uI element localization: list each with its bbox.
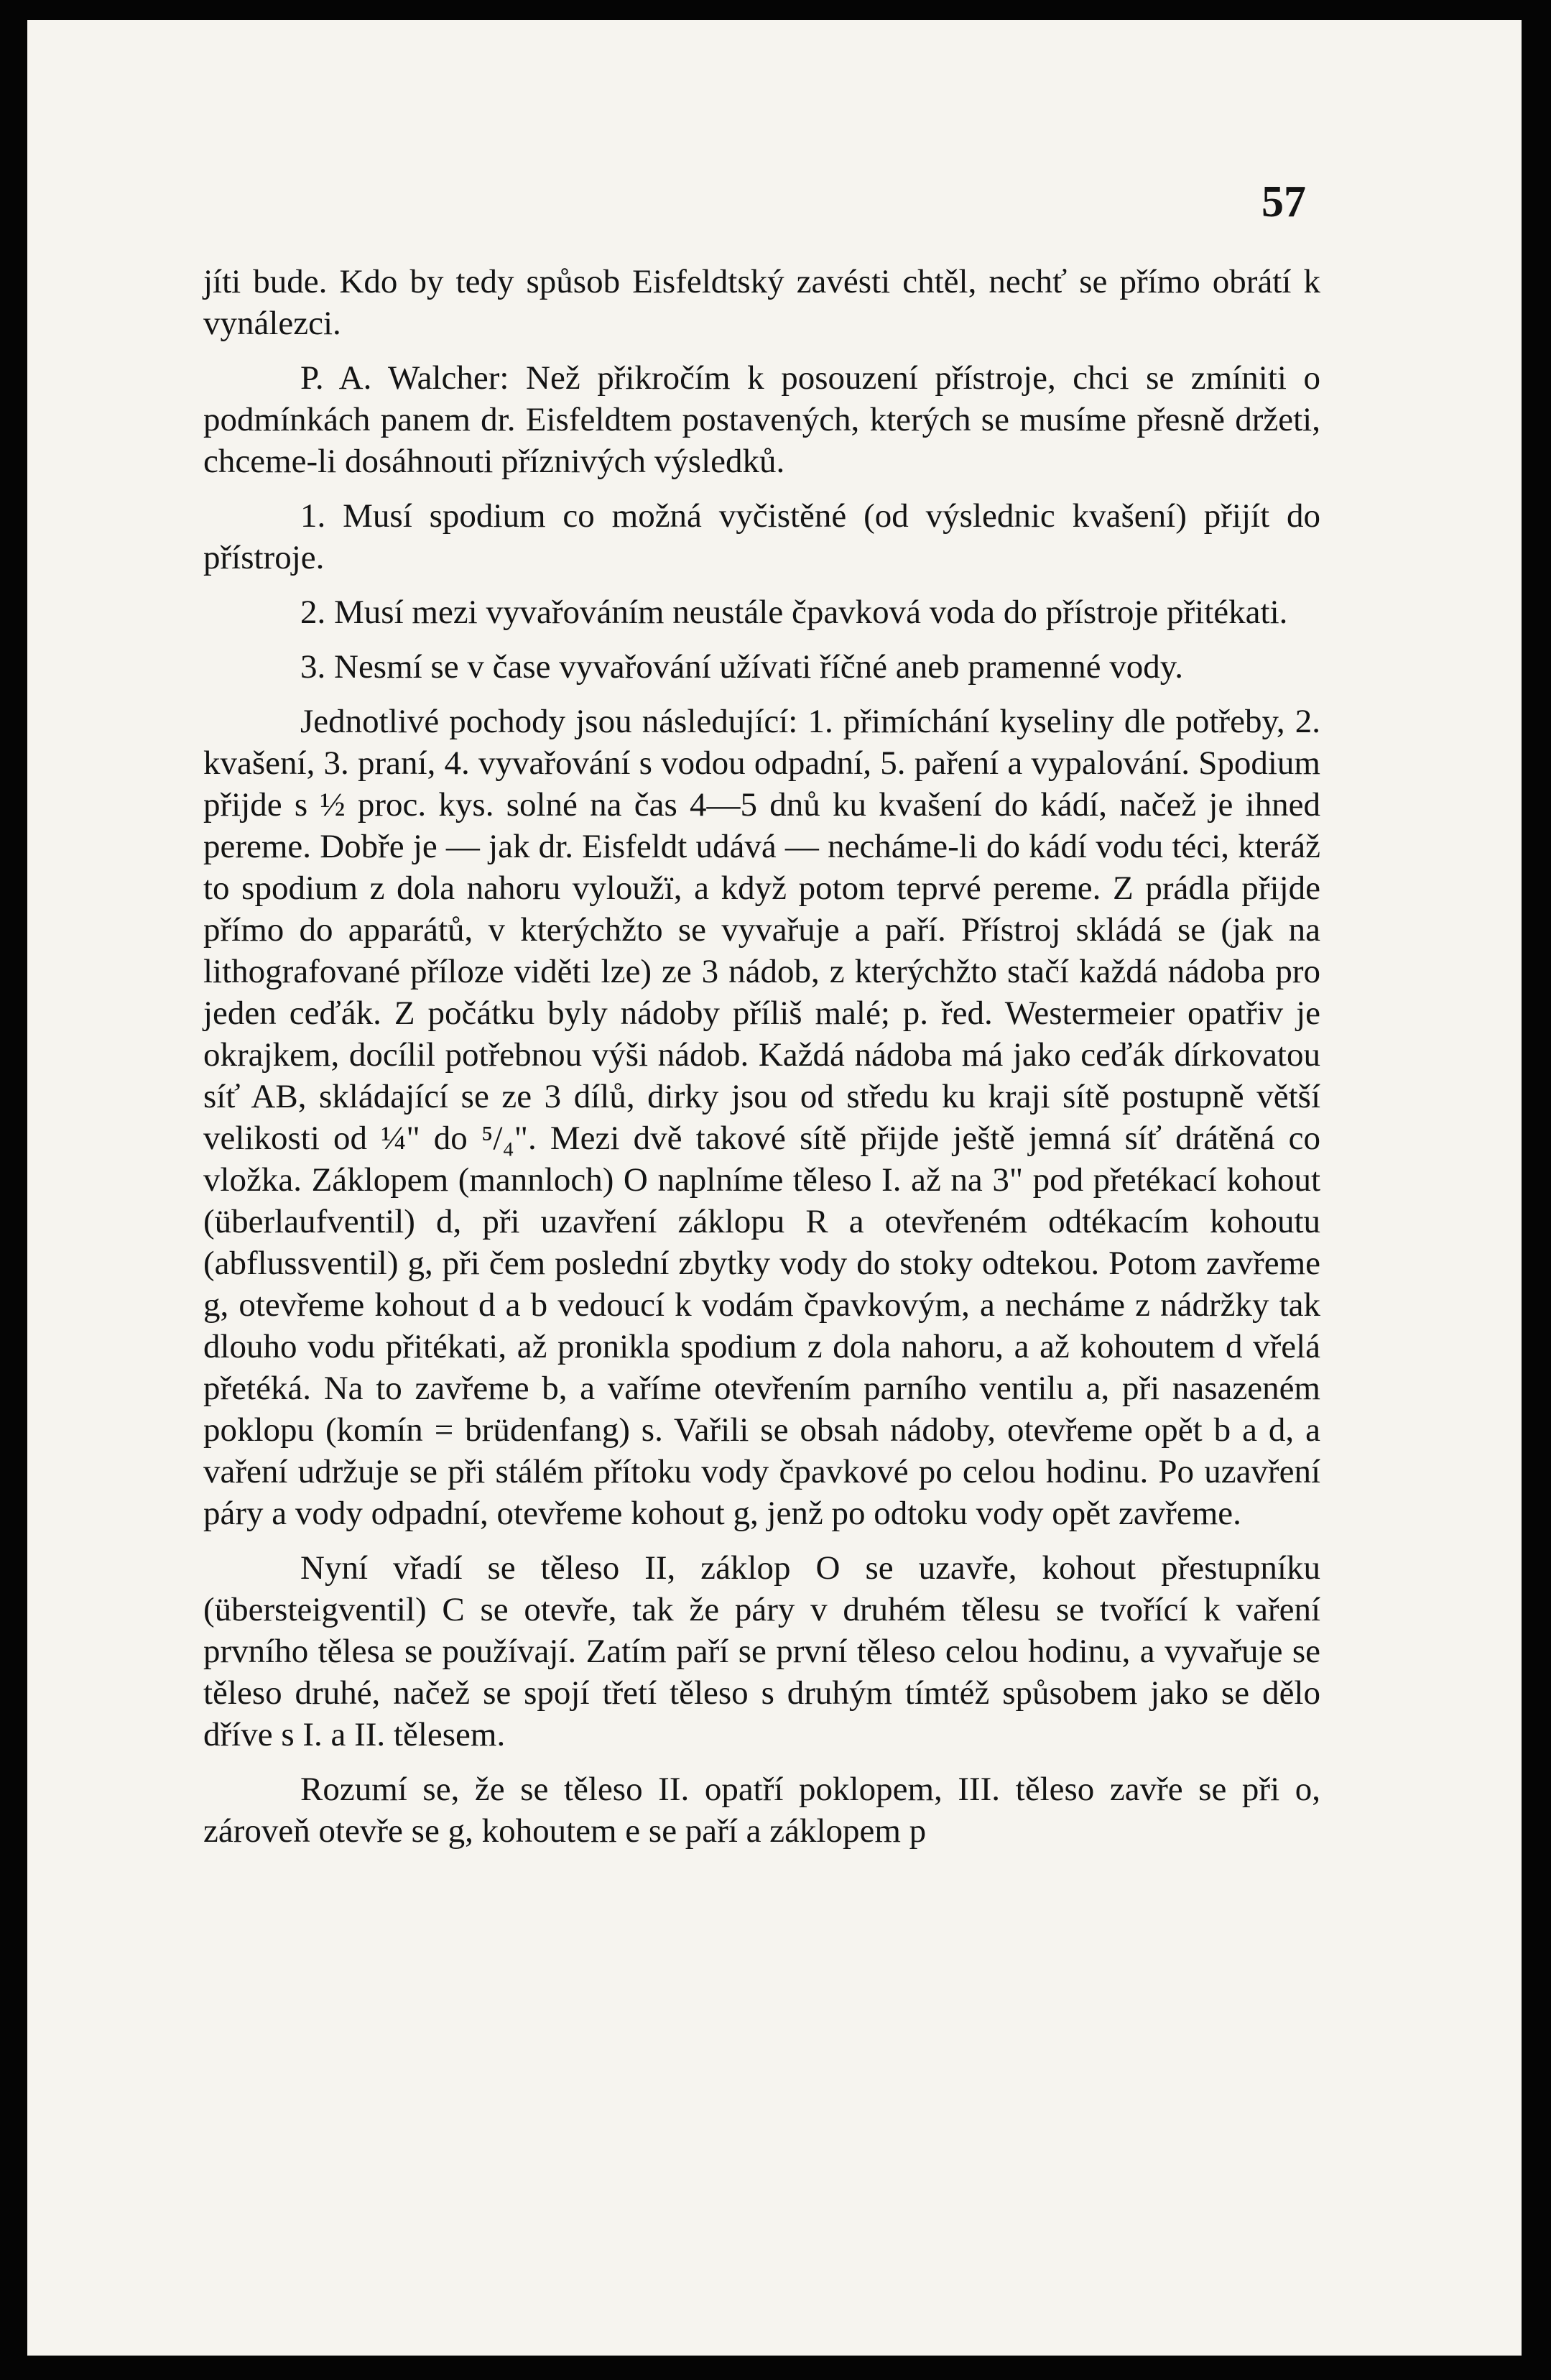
body-text (203, 261, 1320, 1852)
paragraph-7: Nyní vřadí se těleso II, záklop O se uzavře, kohout přestupníku (übersteigventil) C se otevře, tak že páry v druhém tělesu se tvořící k vaření prvního tělesa se používají. Zatím paří se první těleso celou hodinu, a vyvařuje se těleso druhé, načež se spojí třetí těleso s druhým tímtéž spůsobem jako se dělo dříve s I. a II. tělesem. (203, 1549, 1320, 1753)
paragraph-1: jíti bude. Kdo by tedy spůsob Eisfeldtský zavésti chtěl, nechť se přímo obrátí k vynálezci. (203, 263, 1320, 342)
paragraph-5: 3. Nesmí se v čase vyvařování užívati říčné aneb pramenné vody. (300, 648, 1183, 686)
paragraph-6: Jednotlivé pochody jsou následující: 1. přimíchání kyseliny dle potřeby, 2. kvašení, 3. praní, 4. vyvařování s vodou odpadní, 5. paření a vypalování. Spodium přijde s ½ proc. kys. solné na čas 4—5 dnů ku kvašení do kádí, načež je ihned pereme. Dobře je — jak dr. Eisfeldt udává — necháme-li do kádí vodu téci, kteráž to spodium z dola nahoru vyloužï, a když potom teprvé pereme. Z prádla přijde přímo do apparátů, v kterýchžto se vyvařuje a paří. Přístroj skládá se (jak na lithografované příloze viděti lze) ze 3 nádob, z kterýchžto stačí každá nádoba pro jeden ceďák. Z počátku byly nádoby příliš malé; p. řed. Westermeier opatřiv je okrajkem, docílil potřebnou výši nádob. Každá nádoba má jako ceďák dírkovatou síť AB, skládající se ze 3 dílů, dirky jsou od středu ku kraji sítě postupně větší velikosti od ¼" do ⁵/₄". Mezi dvě takové sítě přijde ještě jemná síť drátěná co vložka. Záklopem (mannloch) O naplníme těleso I. až na 3" pod přetékací kohout (überlaufventil) d, při uzavření záklopu R a otevřeném odtékacím kohoutu (abflussventil) g, při čem poslední zbytky vody do stoky odtekou. Potom zavřeme g, otevřeme kohout d a b vedoucí k vodám čpavkovým, a necháme z nádržky tak dlouho vodu přitékati, až pronikla spodium z dola nahoru, a až kohoutem d vřelá přetéká. Na to zavřeme b, a vaříme otevřením parního ventilu a, při nasazeném poklopu (komín = brüdenfang) s. Vařili se obsah nádoby, otevřeme opět b a d, a vaření udržuje se při stálém přítoku vody čpavkové po celou hodinu. Po uzavření páry a vody odpadní, otevřeme kohout g, jenž po odtoku vody opět zavřeme. (203, 703, 1320, 1532)
book-page (27, 20, 1522, 2356)
paragraph-2: P. A. Walcher: Než přikročím k posouzení přístroje, chci se zmíniti o podmínkách panem dr. Eisfeldtem postavených, kterých se musíme přesně držeti, chceme-li dosáhnouti příznivých výsledků. (203, 359, 1320, 480)
paragraph-3: 1. Musí spodium co možná vyčistěné (od výslednic kvašení) přijít do přístroje. (203, 497, 1320, 576)
page-number: 57 (1261, 177, 1306, 226)
paragraph-4: 2. Musí mezi vyvařováním neustále čpavková voda do přístroje přitékati. (300, 594, 1288, 631)
paragraph-8: Rozumí se, že se těleso II. opatří poklopem, III. těleso zavře se při o, zároveň otevře se g, kohoutem e se paří a záklopem p (203, 1771, 1320, 1850)
